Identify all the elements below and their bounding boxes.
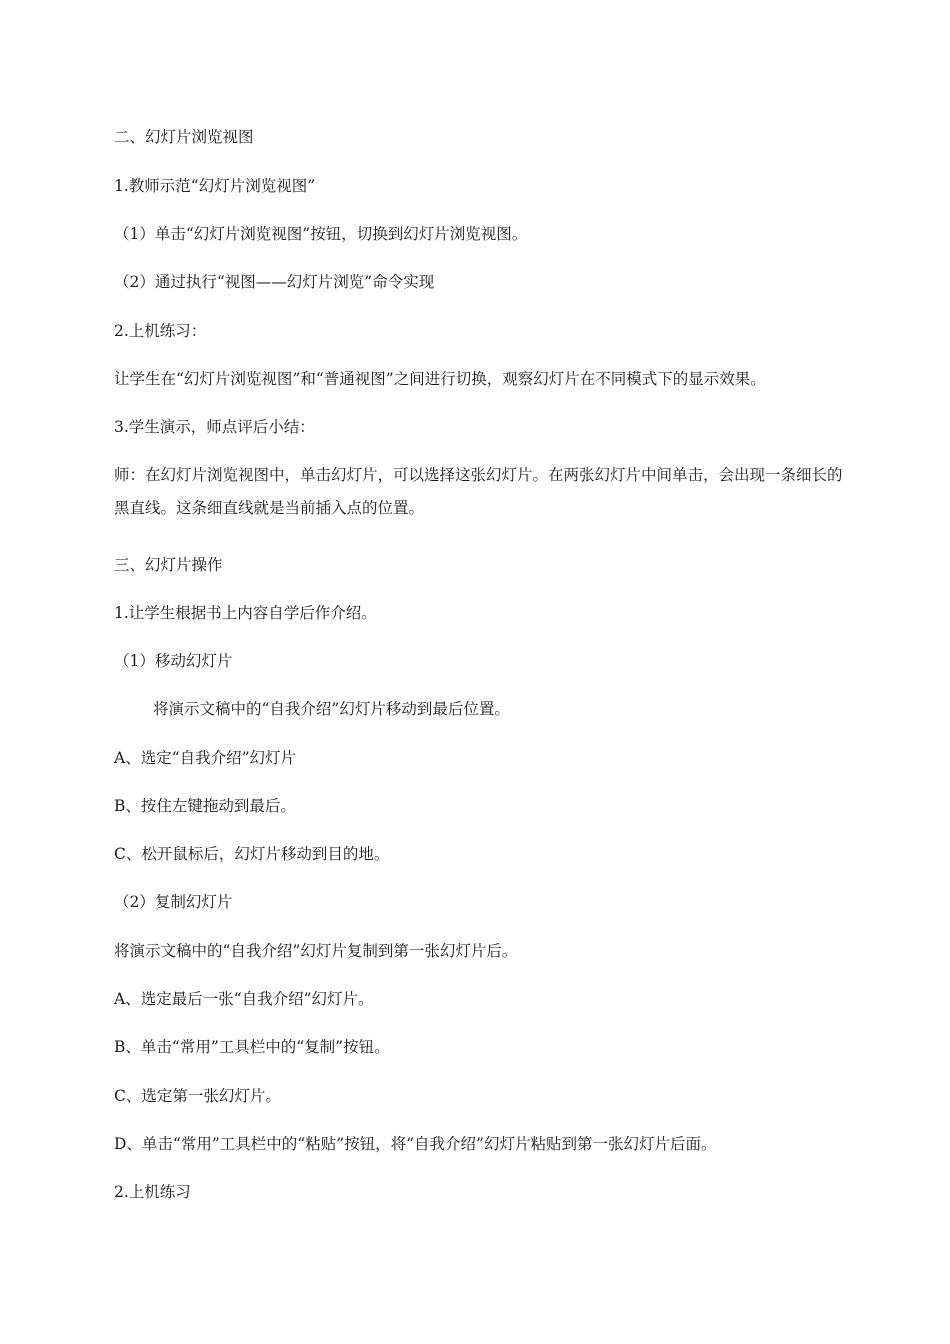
list-item: C、松开鼠标后，幻灯片移动到目的地。 — [114, 845, 390, 863]
list-item: B、单击“常用”工具栏中的“复制”按钮。 — [114, 1038, 390, 1056]
body-paragraph: 将演示文稿中的“自我介绍”幻灯片移动到最后位置。 — [153, 700, 510, 718]
list-item: B、按住左键拖动到最后。 — [114, 797, 296, 815]
step-heading: 3.学生演示，师点评后小结： — [114, 418, 315, 436]
list-item: A、选定最后一张“自我介绍”幻灯片。 — [114, 990, 374, 1008]
sub-step: （1）单击“幻灯片浏览视图”按钮，切换到幻灯片浏览视图。 — [114, 225, 528, 243]
step-heading: 1.教师示范“幻灯片浏览视图” — [114, 177, 316, 195]
sub-step: （1）移动幻灯片 — [114, 652, 233, 670]
body-paragraph: 将演示文稿中的“自我介绍”幻灯片复制到第一张幻灯片后。 — [114, 942, 518, 960]
sub-step: （2）复制幻灯片 — [114, 893, 233, 911]
section-heading: 三、幻灯片操作 — [114, 556, 223, 574]
step-heading: 2.上机练习 — [114, 1183, 191, 1201]
list-item: D、单击“常用”工具栏中的“粘贴”按钮，将“自我介绍”幻灯片粘贴到第一张幻灯片后面。 — [114, 1135, 717, 1153]
sub-step: （2）通过执行“视图——幻灯片浏览”命令实现 — [114, 273, 435, 291]
list-item: A、选定“自我介绍”幻灯片 — [114, 749, 297, 767]
step-heading: 2.上机练习： — [114, 322, 207, 340]
body-paragraph: 师：在幻灯片浏览视图中，单击幻灯片，可以选择这张幻灯片。在两张幻灯片中间单击，会出现一条细长的黑直线。这条细直线就是当前插入点的位置。 — [114, 466, 843, 517]
list-item: C、选定第一张幻灯片。 — [114, 1087, 281, 1105]
body-paragraph: 让学生在“幻灯片浏览视图”和“普通视图”之间进行切换，观察幻灯片在不同模式下的显示效果。 — [114, 370, 766, 388]
step-heading: 1.让学生根据书上内容自学后作介绍。 — [114, 604, 377, 622]
section-heading: 二、幻灯片浏览视图 — [114, 128, 254, 146]
